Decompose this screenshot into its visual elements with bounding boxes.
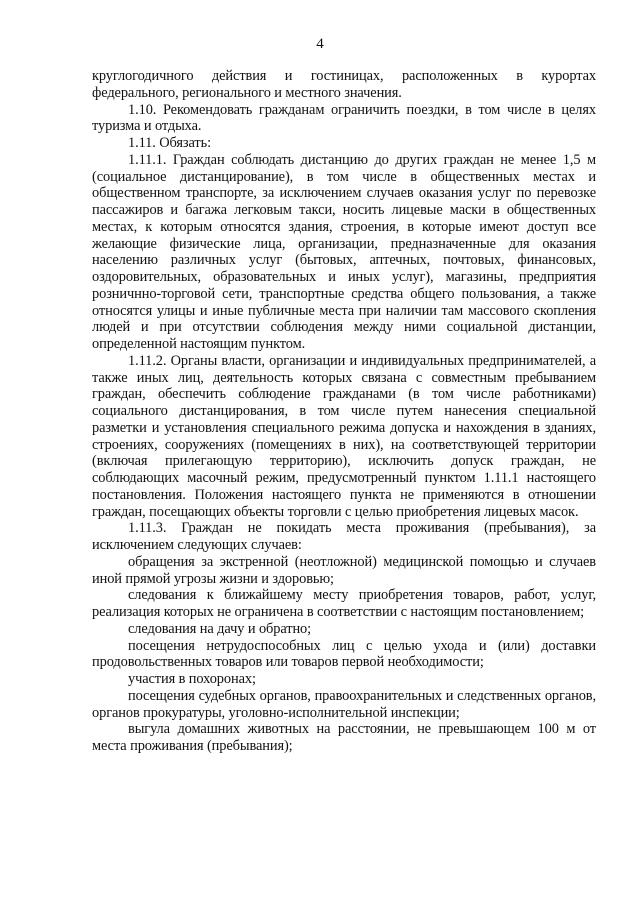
paragraph: обращения за экстренной (неотложной) медицинской помощью и случаев иной прямой угрозы жизни и здоровью; (92, 553, 596, 587)
document-body (92, 68, 596, 755)
paragraph: круглогодичного действия и гостиницах, расположенных в курортах федерального, регионального и местного значения. (92, 68, 596, 101)
page-number: 4 (316, 36, 324, 52)
paragraph: посещения нетрудоспособных лиц с целью ухода и (или) доставки продовольственных товаров или товаров первой необходимости; (92, 637, 596, 671)
paragraph: посещения судебных органов, правоохранительных и следственных органов, органов прокуратуры, уголовно-исполнительной инспекции; (92, 687, 596, 721)
paragraph: 1.10. Рекомендовать гражданам ограничить поездки, в том числе в целях туризма и отдыха. (92, 101, 596, 135)
paragraph: 1.11.3. Граждан не покидать места проживания (пребывания), за исключением следующих случаев: (92, 520, 596, 553)
paragraph: следования к ближайшему месту приобретения товаров, работ, услуг, реализация которых не ограничена в соответствии с настоящим постановлением; (92, 587, 596, 620)
paragraph: 1.11.1. Граждан соблюдать дистанцию до других граждан не менее 1,5 м (социальное дистанцирование), в том числе в общественных местах и общественном транспорте, за исключением случаев оказания услуг по перевозке пассажиров и багажа легковым такси, носить лицевые маски в общественных местах, к которым относятся здания, строения, в которые имеют доступ все желающие физические лица, организации, предназначенные для оказания населению различных услуг (бытовых, аптечных, почтовых, финансовых, оздоровительных, образовательных и иных услуг), магазины, предприятия розничнно-торговой сети, транспортные средства общего пользования, а также относятся улицы и иные публичные места при наличии там массового скопления людей и при отсутствии соблюдения между ними социальной дистанции, определенной настоящим пунктом. (92, 151, 596, 352)
paragraph: выгула домашних животных на расстоянии, не превышающем 100 м от места проживания (пребывания); (92, 721, 596, 754)
paragraph: 1.11.2. Органы власти, организации и индивидуальных предпринимателей, а также иных лиц, деятельность которых связана с совместным пребыванием граждан, обеспечить соблюдение гражданами (в том числе работниками) социального дистанцирования, в том числе путем нанесения специальной разметки и установления специального режима допуска и нахождения в зданиях, строениях, сооружениях (помещениях в них), на соответствующей территории (включая прилегающую территорию), исключить допуск граждан, не соблюдающих масочный режим, предусмотренный пунктом 1.11.1 настоящего постановления. Положения настоящего пункта не применяются в отношении граждан, посещающих объекты торговли с целью приобретения лицевых масок. (92, 352, 596, 520)
paragraph: следования на дачу и обратно; (128, 620, 312, 637)
paragraph: участия в похоронах; (128, 671, 256, 687)
paragraph: 1.11. Обязать: (128, 135, 211, 151)
